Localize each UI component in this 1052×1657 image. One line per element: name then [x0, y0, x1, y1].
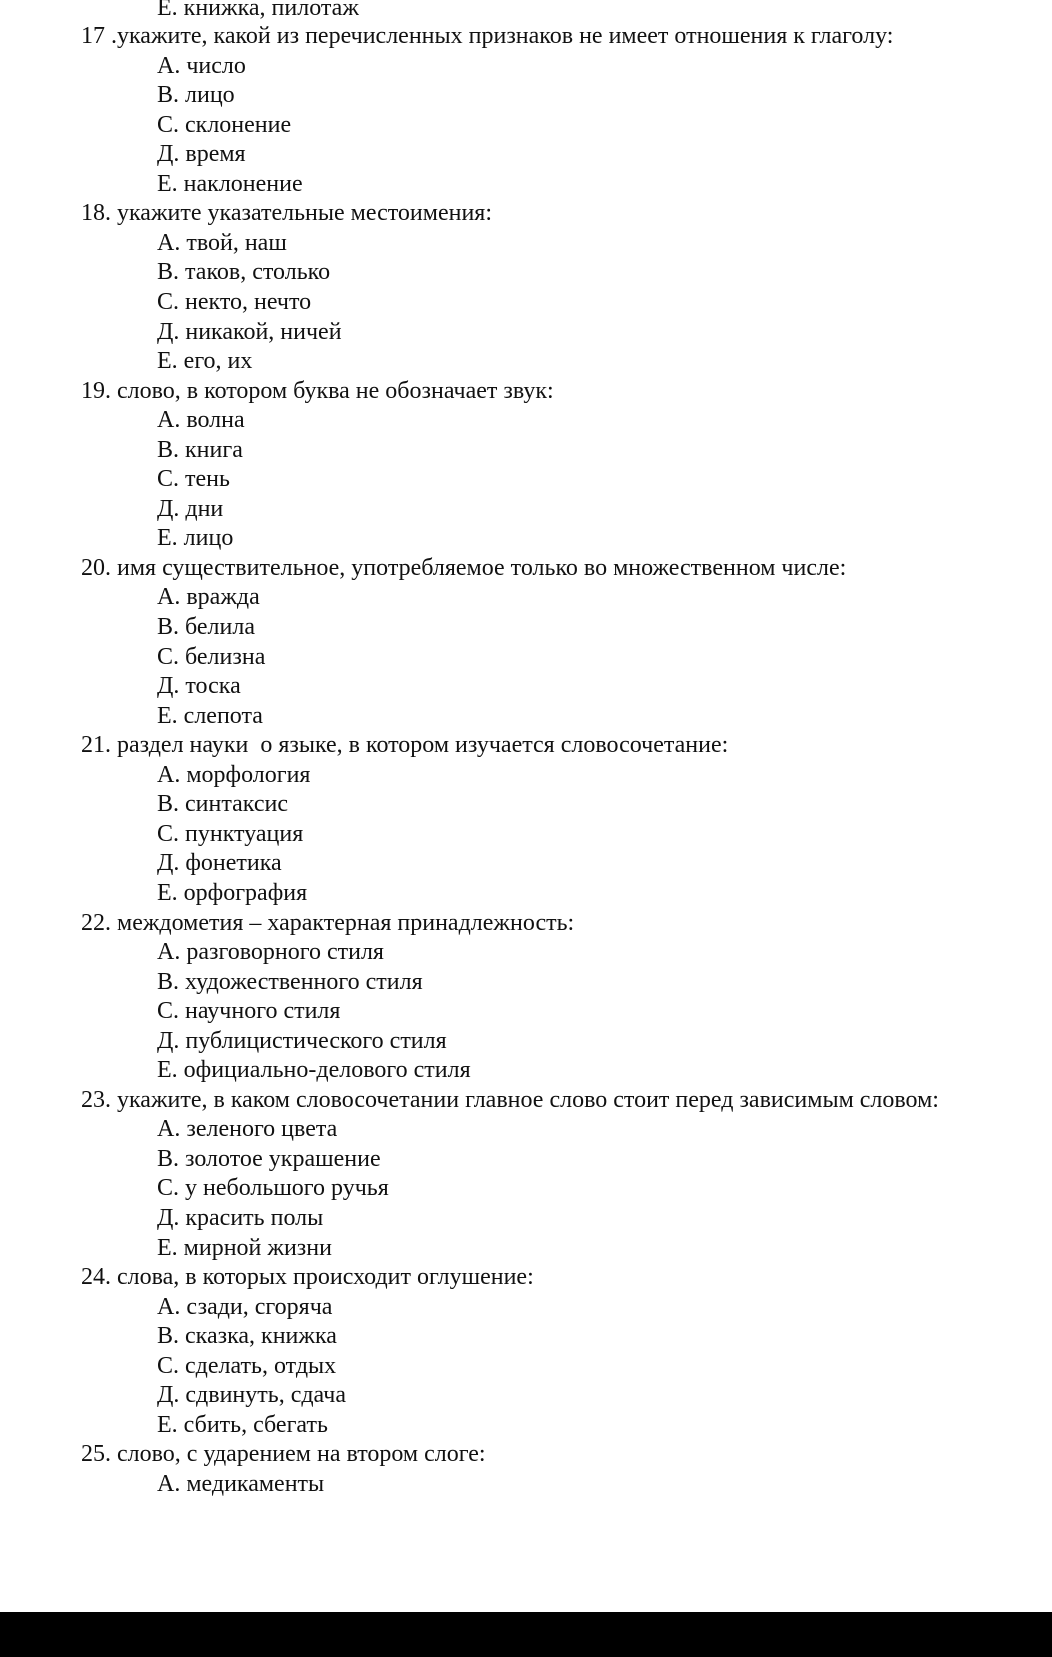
answer-option: С. у небольшого ручья: [157, 1175, 389, 1202]
answer-option: С. пунктуация: [157, 820, 304, 847]
answer-option: Е. слепота: [157, 702, 263, 729]
answer-option: А. твой, наш: [157, 229, 287, 256]
question-text: 21. раздел науки о языке, в котором изучается словосочетание:: [81, 732, 729, 759]
answer-option: Д. время: [157, 141, 246, 168]
question-text: 18. укажите указательные местоимения:: [81, 200, 492, 227]
answer-option: А. разговорного стиля: [157, 939, 384, 966]
answer-option: А. сзади, сгоряча: [157, 1293, 333, 1320]
answer-option: А. волна: [157, 407, 245, 434]
answer-option: В. синтаксис: [157, 791, 288, 818]
answer-option: В. таков, столько: [157, 259, 331, 286]
question-text: 23. укажите, в каком словосочетании главное слово стоит перед зависимым словом:: [81, 1086, 939, 1113]
answer-option: Д. публицистического стиля: [157, 1027, 447, 1054]
question-text: 25. слово, с ударением на втором слоге:: [81, 1441, 486, 1468]
question-text: 19. слово, в котором буква не обозначает звук:: [81, 377, 554, 404]
answer-option: С. склонение: [157, 111, 292, 138]
answer-option: В. золотое украшение: [157, 1145, 381, 1172]
answer-option: Д. сдвинуть, сдача: [157, 1382, 346, 1409]
question-text: 20. имя существительное, употребляемое только во множественном числе:: [81, 554, 847, 581]
answer-option: В. сказка, книжка: [157, 1323, 337, 1350]
answer-option: Д. фонетика: [157, 850, 282, 877]
answer-option: Е. сбить, сбегать: [157, 1411, 328, 1438]
question-text: 24. слова, в которых происходит оглушение:: [81, 1264, 534, 1291]
question-text: 22. междометия – характерная принадлежность:: [81, 909, 575, 936]
answer-option: В. художественного стиля: [157, 968, 423, 995]
answer-option: Е. его, их: [157, 348, 253, 375]
answer-option: Е. официально-делового стиля: [157, 1057, 471, 1084]
answer-option-fragment: Е. книжка, пилотаж: [157, 0, 359, 21]
answer-option: С. сделать, отдых: [157, 1352, 337, 1379]
answer-option: А. морфология: [157, 761, 311, 788]
answer-option: С. белизна: [157, 643, 266, 670]
answer-option: Д. дни: [157, 495, 224, 522]
answer-option: С. некто, нечто: [157, 288, 312, 315]
answer-option: С. тень: [157, 466, 230, 493]
answer-option: В. лицо: [157, 82, 235, 109]
answer-option: А. зеленого цвета: [157, 1116, 338, 1143]
answer-option: А. число: [157, 52, 246, 79]
answer-option: Е. наклонение: [157, 170, 303, 197]
answer-option: А. вражда: [157, 584, 260, 611]
question-text: 17 .укажите, какой из перечисленных признаков не имеет отношения к глаголу:: [81, 23, 894, 49]
answer-option: Е. мирной жизни: [157, 1234, 332, 1261]
answer-option: Д. красить полы: [157, 1205, 324, 1231]
answer-option: В. белила: [157, 614, 256, 640]
answer-option: С. научного стиля: [157, 998, 341, 1025]
answer-option: Д. тоска: [157, 673, 241, 700]
bottom-black-bar: [0, 1612, 1052, 1657]
answer-option: Е. орфография: [157, 879, 308, 906]
answer-option: Е. лицо: [157, 525, 234, 552]
answer-option: В. книга: [157, 436, 243, 463]
answer-option: Д. никакой, ничей: [157, 318, 342, 345]
answer-option: А. медикаменты: [157, 1470, 325, 1497]
